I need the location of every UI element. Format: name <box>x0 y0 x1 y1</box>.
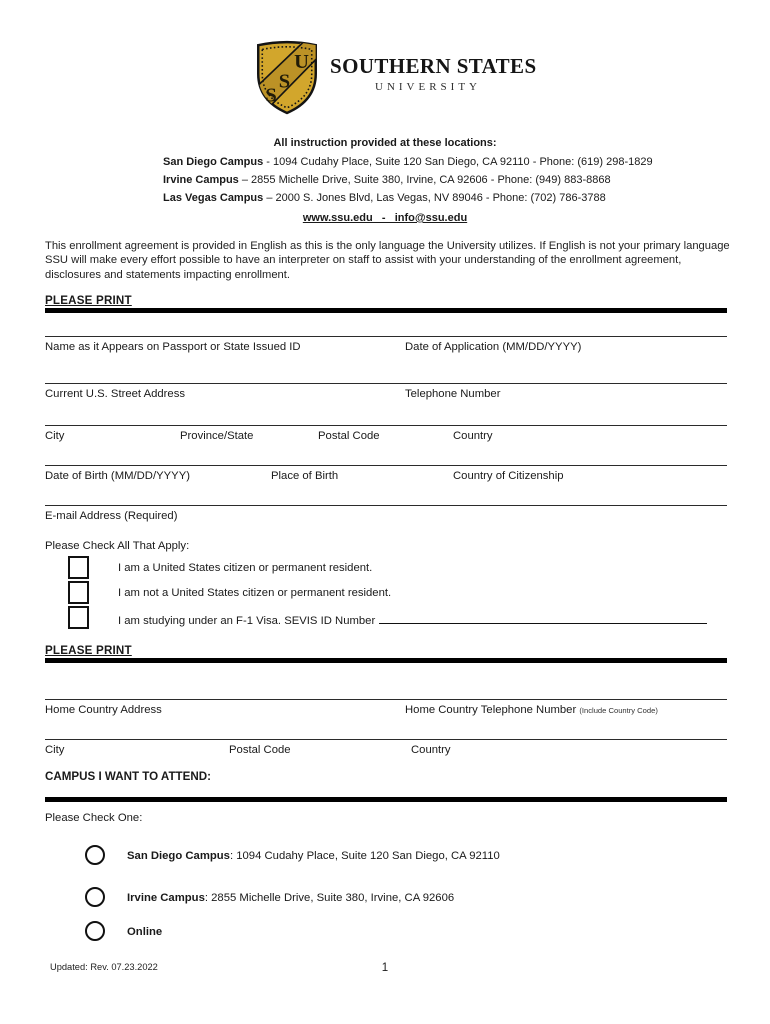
home-telephone-text: Home Country Telephone Number <box>405 704 577 716</box>
field-label-country: Country <box>453 430 493 442</box>
campus-name: San Diego Campus <box>163 156 264 168</box>
field-rule <box>45 505 727 506</box>
campus-detail: - 1094 Cudahy Place, Suite 120 San Diego, CA 92110 - Phone: (619) 298-1829 <box>263 156 653 168</box>
check-one-prompt: Please Check One: <box>45 812 143 824</box>
campus-option-name: Irvine Campus <box>127 892 205 904</box>
include-country-code-note: (Include Country Code) <box>579 706 658 715</box>
please-print-heading-2: PLEASE PRINT <box>45 644 132 657</box>
campus-option-name: San Diego Campus <box>127 850 230 862</box>
option-label-us-citizen: I am a United States citizen or permanent resident. <box>118 562 373 574</box>
location-line-las-vegas <box>163 192 606 204</box>
checkbox-us-citizen[interactable] <box>68 556 89 579</box>
f1-visa-text: I am studying under an F-1 Visa. SEVIS ID Number <box>118 615 376 627</box>
locations-title: All instruction provided at these locations: <box>273 137 497 149</box>
shield-letter-s1: S <box>265 84 277 107</box>
field-rule <box>45 699 727 700</box>
field-rule <box>45 336 727 337</box>
shield-letter-u: U <box>294 50 310 73</box>
field-label-date-of-birth: Date of Birth (MM/DD/YYYY) <box>45 470 191 482</box>
campus-option-name: Online <box>127 926 163 938</box>
location-line-san-diego <box>163 156 653 168</box>
campus-option-detail: : 2855 Michelle Drive, Suite 380, Irvine, CA 92606 <box>204 892 455 904</box>
check-all-prompt: Please Check All That Apply: <box>45 540 190 552</box>
checkbox-not-us-citizen[interactable] <box>68 581 89 604</box>
campus-option-online <box>127 926 162 938</box>
field-label-home-city: City <box>45 744 65 756</box>
campus-detail: – 2855 Michelle Drive, Suite 380, Irvine, CA 92606 - Phone: (949) 883-8868 <box>238 174 611 186</box>
campus-name: Irvine Campus <box>163 174 239 186</box>
campus-option-irvine <box>127 892 454 904</box>
section-divider-bar <box>45 658 727 663</box>
section-divider-bar <box>45 797 727 802</box>
radio-san-diego-campus[interactable] <box>85 845 105 865</box>
campus-detail: – 2000 S. Jones Blvd, Las Vegas, NV 89046 - Phone: (702) 786-3788 <box>263 192 606 204</box>
field-label-citizenship: Country of Citizenship <box>453 470 564 482</box>
campus-option-san-diego <box>127 850 500 862</box>
radio-irvine-campus[interactable] <box>85 887 105 907</box>
university-wordmark <box>330 54 537 93</box>
ssu-shield-icon <box>255 39 319 115</box>
field-label-home-country-telephone <box>405 704 658 716</box>
revision-date: Updated: Rev. 07.23.2022 <box>50 962 158 972</box>
location-line-irvine <box>163 174 611 186</box>
field-label-postal-code: Postal Code <box>318 430 380 442</box>
field-label-date-of-application: Date of Application (MM/DD/YYYY) <box>405 341 582 353</box>
field-label-home-postal-code: Postal Code <box>229 744 291 756</box>
field-rule <box>45 465 727 466</box>
campus-section-heading: CAMPUS I WANT TO ATTEND: <box>45 770 211 783</box>
field-rule <box>45 425 727 426</box>
field-rule <box>45 383 727 384</box>
radio-online[interactable] <box>85 921 105 941</box>
section-divider-bar <box>45 308 727 313</box>
field-label-email: E-mail Address (Required) <box>45 510 178 522</box>
sevis-id-input-line[interactable] <box>379 612 707 624</box>
field-label-city: City <box>45 430 65 442</box>
field-label-name: Name as it Appears on Passport or State Issued ID <box>45 341 301 353</box>
field-label-home-country: Country <box>411 744 451 756</box>
field-label-place-of-birth: Place of Birth <box>271 470 339 482</box>
field-rule <box>45 739 727 740</box>
field-label-home-country-address: Home Country Address <box>45 704 162 716</box>
website-email-link[interactable]: www.ssu.edu - info@ssu.edu <box>302 212 468 224</box>
checkbox-f1-visa[interactable] <box>68 606 89 629</box>
university-subtitle: UNIVERSITY <box>375 81 481 93</box>
campus-option-detail: : 1094 Cudahy Place, Suite 120 San Diego, CA 92110 <box>229 850 500 862</box>
option-label-not-us-citizen: I am not a United States citizen or permanent resident. <box>118 587 392 599</box>
university-name: SOUTHERN STATES <box>330 54 537 78</box>
language-disclosure-paragraph: This enrollment agreement is provided in English as this is the only language the University utilizes. If English is not your primary language SSU will make every effort possible to have an interpreter on staff to assist with your understanding of the enrollment agreement, disclosures and statements impacting enrollment. <box>45 240 730 281</box>
option-label-f1-visa <box>118 612 707 627</box>
please-print-heading-1: PLEASE PRINT <box>45 294 132 307</box>
campus-name: Las Vegas Campus <box>163 192 264 204</box>
shield-letter-s2: S <box>278 70 291 93</box>
field-label-province-state: Province/State <box>180 430 254 442</box>
field-label-telephone: Telephone Number <box>405 388 501 400</box>
page-number: 1 <box>381 962 389 974</box>
field-label-street-address: Current U.S. Street Address <box>45 388 186 400</box>
